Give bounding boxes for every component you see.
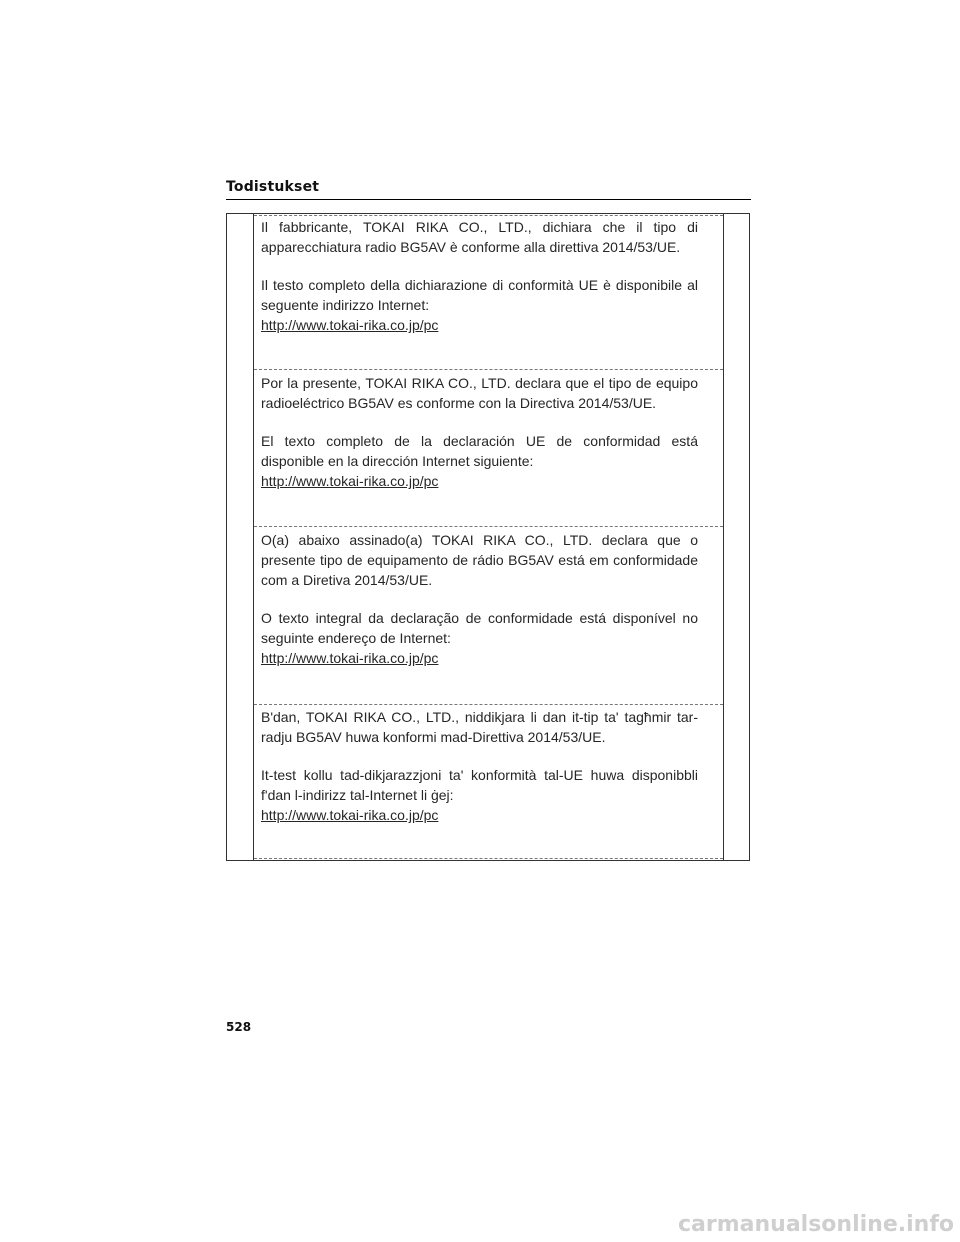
declaration-link[interactable]: http://www.tokai-rika.co.jp/pc — [261, 473, 439, 489]
section-divider — [254, 369, 723, 370]
declaration-link[interactable]: http://www.tokai-rika.co.jp/pc — [261, 317, 439, 333]
declaration-text: Il fabbricante, TOKAI RIKA CO., LTD., dichiara che il tipo di apparecchiatura radio BG5AV è conforme alla direttiva 2014/53/UE. — [261, 219, 698, 255]
declaration-text: B'dan, TOKAI RIKA CO., LTD., niddikjara li dan it-tip ta' tagħmir tar-radju BG5AV huwa konformi mad-Direttiva 2014/53/UE. — [261, 709, 698, 745]
declaration-text: O(a) abaixo assinado(a) TOKAI RIKA CO., LTD. declara que o presente tipo de equipamento de rádio BG5AV está em conformidade com a Diretiva 2014/53/UE. — [261, 532, 698, 588]
section-divider — [254, 704, 723, 705]
site-watermark: carmanualsonline.info — [678, 1212, 954, 1237]
section-divider — [254, 215, 723, 216]
declaration-portuguese — [254, 530, 723, 668]
availability-text: El texto completo de la declaración UE de conformidad está disponible en la dirección Internet siguiente: — [261, 433, 698, 469]
availability-text: Il testo completo della dichiarazione di conformità UE è disponibile al seguente indirizzo Internet: — [261, 277, 698, 313]
section-divider — [254, 858, 723, 859]
declaration-link[interactable]: http://www.tokai-rika.co.jp/pc — [261, 650, 439, 666]
declaration-spanish — [254, 373, 723, 491]
header-divider — [226, 199, 751, 200]
declaration-italian — [254, 217, 723, 335]
page-number: 528 — [226, 1020, 252, 1034]
section-divider — [254, 526, 723, 527]
declaration-link[interactable]: http://www.tokai-rika.co.jp/pc — [261, 807, 439, 823]
declaration-maltese — [254, 707, 723, 825]
availability-text: It-test kollu tad-dikjarazzjoni ta' konformità tal-UE huwa disponibbli f'dan l-indirizz tal-Internet li ġej: — [261, 767, 698, 803]
declaration-text: Por la presente, TOKAI RIKA CO., LTD. declara que el tipo de equipo radioeléctrico BG5AV es conforme con la Directiva 2014/53/UE. — [261, 375, 698, 411]
availability-text: O texto integral da declaração de conformidade está disponível no seguinte endereço de Internet: — [261, 610, 698, 646]
page-title: Todistukset — [226, 179, 320, 195]
